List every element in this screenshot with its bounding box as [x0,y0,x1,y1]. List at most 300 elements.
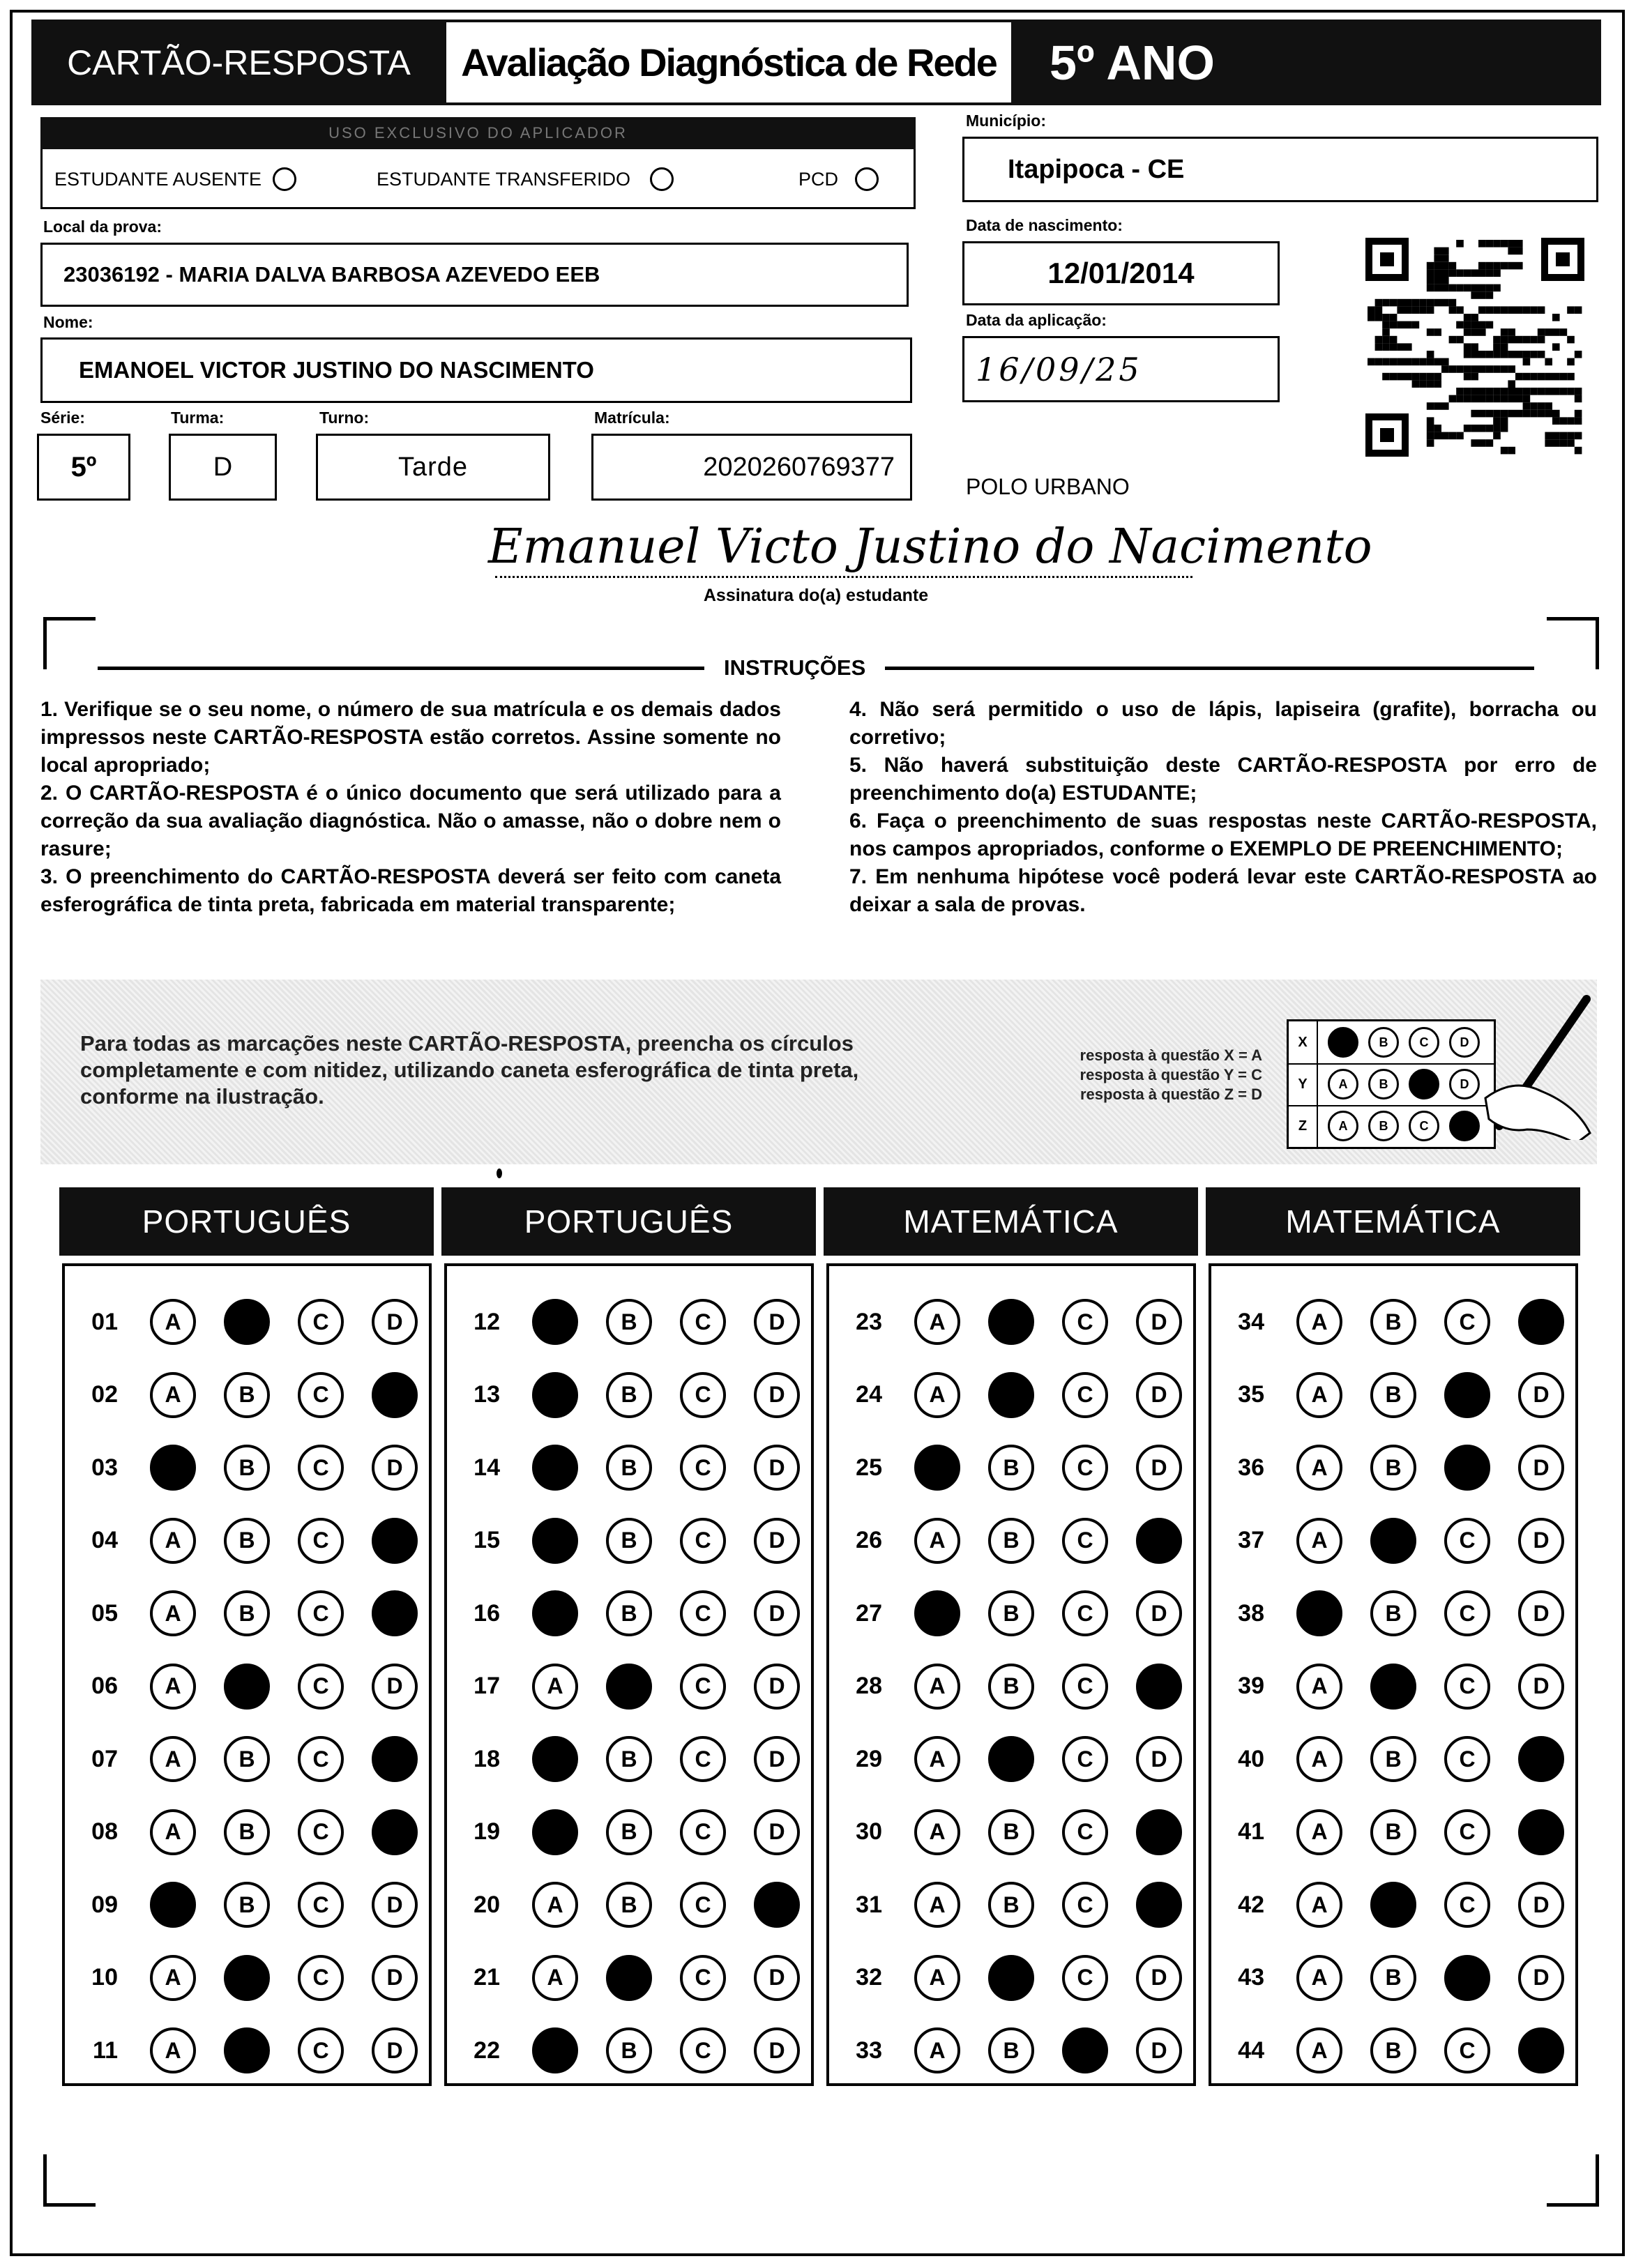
instruction-item: 3. O preenchimento do CARTÃO-RESPOSTA deverá ser feito com caneta esferográfica de tinta preta, fabricada em material transparente; [40,865,781,916]
answer-bubble-d[interactable]: D [372,1882,418,1928]
example-row-label: Z [1289,1105,1318,1147]
header-center-title: Avaliação Diagnóstica de Rede [446,20,1011,105]
absent-checkbox[interactable] [273,167,296,191]
answer-bubble-b[interactable]: B [988,1445,1034,1491]
question-row [447,1440,800,1495]
question-row [65,1659,418,1714]
question-number: 30 [856,1818,882,1845]
subject-header: MATEMÁTICA [824,1187,1198,1256]
answer-bubble-c[interactable] [1062,2027,1108,2073]
question-number: 27 [856,1599,882,1627]
question-number: 12 [474,1308,500,1335]
answer-bubble-d[interactable] [1136,1664,1182,1710]
question-row [65,1367,418,1423]
answer-bubble-a[interactable] [914,1590,960,1636]
answer-bubble-b[interactable] [224,1299,270,1345]
answer-bubble-a[interactable] [914,1445,960,1491]
answer-bubble-d[interactable]: D [1136,1590,1182,1636]
answer-bubble-c[interactable]: C [298,1445,344,1491]
answer-bubble-b[interactable]: B [224,1809,270,1855]
nascimento-value: 12/01/2014 [962,241,1280,305]
answer-bubble-c[interactable]: C [1062,1372,1108,1418]
example-bubble-c: C [1409,1027,1439,1058]
answer-bubble-c[interactable]: C [1062,1518,1108,1564]
answer-bubble-d[interactable]: D [1136,1736,1182,1782]
answer-bubble-b[interactable]: B [606,2027,652,2073]
answer-bubble-c[interactable]: C [1062,1882,1108,1928]
question-number: 34 [1238,1308,1264,1335]
subject-header: MATEMÁTICA [1206,1187,1580,1256]
question-number: 08 [91,1818,118,1845]
answer-bubble-c[interactable]: C [1444,1299,1490,1345]
question-row [829,1804,1182,1860]
answer-bubble-a[interactable]: A [1296,1736,1342,1782]
question-row [65,1513,418,1569]
instructions-title: INSTRUÇÕES [704,655,885,680]
answer-bubble-b[interactable]: B [988,1882,1034,1928]
answer-bubble-a[interactable]: A [914,1299,960,1345]
answer-bubble-c[interactable]: C [680,1809,726,1855]
question-number: 02 [91,1381,118,1408]
answer-bubble-b[interactable]: B [606,1590,652,1636]
answer-bubble-b[interactable]: B [606,1299,652,1345]
answer-bubble-d[interactable] [372,1736,418,1782]
answer-bubble-b[interactable]: B [606,1736,652,1782]
answer-bubble-a[interactable]: A [532,1664,578,1710]
answer-bubble-d[interactable]: D [754,1664,800,1710]
answer-bubble-b[interactable]: B [606,1372,652,1418]
answer-bubble-d[interactable]: D [754,1736,800,1782]
question-row [1211,1877,1564,1933]
answer-bubble-d[interactable]: D [1518,1955,1564,2001]
answer-bubble-b[interactable]: B [988,1590,1034,1636]
answer-bubble-a[interactable] [532,2027,578,2073]
answer-bubble-d[interactable]: D [372,1664,418,1710]
answer-bubble-d[interactable]: D [754,1372,800,1418]
answer-bubble-d[interactable] [1518,1736,1564,1782]
answer-bubble-b[interactable]: B [606,1809,652,1855]
answer-bubble-b[interactable] [224,1955,270,2001]
answer-bubble-a[interactable]: A [150,2027,196,2073]
answer-bubble-d[interactable]: D [1518,1445,1564,1491]
answer-bubble-b[interactable]: B [1370,1809,1416,1855]
turno-label: Turno: [319,409,370,427]
answer-bubble-a[interactable]: A [1296,1882,1342,1928]
answer-bubble-b[interactable] [988,1955,1034,2001]
answer-bubble-b[interactable] [1370,1518,1416,1564]
pcd-checkbox[interactable] [855,167,879,191]
answer-bubble-d[interactable] [1518,2027,1564,2073]
answer-bubble-a[interactable]: A [914,1736,960,1782]
answer-bubble-c[interactable]: C [1062,1664,1108,1710]
answer-bubble-b[interactable]: B [606,1518,652,1564]
instruction-item: 2. O CARTÃO-RESPOSTA é o único documento que será utilizado para a correção da sua avaliação diagnóstica. Não o amasse, não o dobre nem o rasure; [40,782,781,860]
answer-bubble-d[interactable] [1136,1809,1182,1855]
answer-bubble-a[interactable]: A [1296,1809,1342,1855]
matricula-value: 2020260769377 [591,434,912,501]
answer-bubble-c[interactable]: C [1062,1736,1108,1782]
example-bubble-a: A [1328,1069,1358,1099]
answer-bubble-c[interactable]: C [298,1955,344,2001]
answer-bubble-d[interactable]: D [1518,1518,1564,1564]
answer-bubble-c[interactable]: C [680,1445,726,1491]
question-row [447,2023,800,2078]
question-row [829,1731,1182,1787]
signature-caption: Assinatura do(a) estudante [703,586,929,605]
question-row [447,1585,800,1641]
answer-bubble-a[interactable]: A [1296,1299,1342,1345]
example-text: Para todas as marcações neste CARTÃO-RESPOSTA, preencha os círculos completamente e com nitidez, utilizando caneta esferográfica de tinta preta, conforme na ilustração. [80,1031,859,1109]
example-bubble-a [1328,1027,1358,1058]
example-bubble-d: D [1449,1027,1480,1058]
question-row [1211,1804,1564,1860]
answer-bubble-d[interactable]: D [372,2027,418,2073]
answer-bubble-c[interactable] [1444,1955,1490,2001]
question-number: 15 [474,1527,500,1553]
answer-bubble-a[interactable]: A [914,1372,960,1418]
question-row [447,1659,800,1714]
instructions-left [40,696,781,919]
answer-bubble-d[interactable] [1136,1518,1182,1564]
answer-bubble-c[interactable]: C [680,1372,726,1418]
answer-bubble-a[interactable]: A [150,1955,196,2001]
answer-bubble-d[interactable] [1518,1809,1564,1855]
question-row [65,1731,418,1787]
answer-bubble-c[interactable]: C [298,2027,344,2073]
answer-bubble-c[interactable]: C [298,1372,344,1418]
answer-bubble-a[interactable]: A [150,1590,196,1636]
question-number: 04 [91,1527,118,1553]
question-number: 07 [91,1745,118,1772]
answer-bubble-a[interactable] [150,1445,196,1491]
answer-bubble-b[interactable]: B [224,1372,270,1418]
answer-bubble-c[interactable]: C [1062,1445,1108,1491]
header-left-title: CARTÃO-RESPOSTA [31,20,446,105]
question-number: 03 [91,1454,118,1481]
answer-bubble-a[interactable]: A [1296,1445,1342,1491]
question-number: 28 [856,1673,882,1699]
answer-bubble-d[interactable] [372,1372,418,1418]
nome-value: EMANOEL VICTOR JUSTINO DO NASCIMENTO [40,337,912,403]
question-row [1211,2023,1564,2078]
question-row [65,1804,418,1860]
answer-bubble-d[interactable]: D [754,1590,800,1636]
answer-bubble-b[interactable]: B [1370,1372,1416,1418]
example-bubble-b: B [1368,1111,1399,1141]
answer-bubble-d[interactable]: D [372,1299,418,1345]
answer-bubble-d[interactable] [372,1809,418,1855]
signature-line [495,576,1192,578]
answer-bubble-d[interactable]: D [754,1299,800,1345]
question-number: 22 [474,2037,500,2064]
answer-bubble-c[interactable]: C [298,1590,344,1636]
answer-bubble-c[interactable]: C [1062,1955,1108,2001]
question-row [1211,1950,1564,2006]
question-number: 14 [474,1454,500,1481]
instruction-item: 5. Não haverá substituição deste CARTÃO-RESPOSTA por erro de preenchimento do(a) ESTUDANTE; [849,754,1597,805]
answer-bubble-a[interactable]: A [914,1518,960,1564]
answer-bubble-b[interactable] [224,2027,270,2073]
question-row [1211,1659,1564,1714]
answer-bubble-b[interactable]: B [224,1882,270,1928]
corner-mark-top-left [43,617,96,669]
answer-bubble-a[interactable] [532,1299,578,1345]
answer-bubble-c[interactable]: C [1062,1590,1108,1636]
answer-bubble-c[interactable]: C [1062,1299,1108,1345]
legend-line: resposta à questão Y = C [1080,1066,1262,1083]
answer-bubble-d[interactable]: D [754,1809,800,1855]
answer-bubble-d[interactable]: D [1518,1882,1564,1928]
answer-bubble-a[interactable]: A [532,1955,578,2001]
question-row [447,1367,800,1423]
matricula-label: Matrícula: [594,409,670,427]
answer-bubble-a[interactable]: A [914,1809,960,1855]
question-number: 11 [93,2037,118,2064]
question-number: 09 [91,1891,118,1918]
corner-mark-bottom-right [1547,2154,1599,2207]
serie-value: 5º [37,434,130,501]
question-row [65,1950,418,2006]
answer-bubble-a[interactable]: A [914,1882,960,1928]
answer-bubble-b[interactable]: B [988,1809,1034,1855]
answer-bubble-b[interactable] [606,1955,652,2001]
municipio-label: Município: [966,112,1046,130]
legend-line: resposta à questão Z = D [1080,1086,1262,1103]
answer-bubble-c[interactable]: C [298,1882,344,1928]
question-number: 23 [856,1308,882,1335]
aplicacao-value: 16/09/25 [962,336,1280,402]
answer-bubble-a[interactable]: A [1296,1664,1342,1710]
answer-bubble-a[interactable]: A [150,1299,196,1345]
question-row [829,2023,1182,2078]
status-pcd-label: PCD [798,168,839,190]
answer-bubble-d[interactable]: D [1136,1955,1182,2001]
answer-bubble-b[interactable]: B [224,1736,270,1782]
answer-bubble-c[interactable]: C [1444,1809,1490,1855]
answer-bubble-b[interactable]: B [606,1882,652,1928]
example-bubble-a: A [1328,1111,1358,1141]
answer-bubble-d[interactable]: D [754,1445,800,1491]
serie-label: Série: [40,409,85,427]
nome-label: Nome: [43,313,93,331]
answer-bubble-a[interactable]: A [150,1372,196,1418]
answer-bubble-c[interactable]: C [680,2027,726,2073]
question-number: 26 [856,1527,882,1553]
example-bubble-b: B [1368,1027,1399,1058]
question-row [829,1294,1182,1350]
answer-bubble-c[interactable]: C [680,1955,726,2001]
question-number: 25 [856,1454,882,1481]
answer-bubble-b[interactable] [988,1299,1034,1345]
question-row [65,1585,418,1641]
answer-bubble-a[interactable]: A [1296,1518,1342,1564]
answer-bubble-c[interactable]: C [1444,1590,1490,1636]
answer-bubble-b[interactable]: B [224,1445,270,1491]
answer-bubble-a[interactable] [150,1882,196,1928]
answer-bubble-b[interactable] [1370,1664,1416,1710]
answer-bubble-b[interactable] [606,1664,652,1710]
answer-bubble-c[interactable]: C [680,1590,726,1636]
question-row [447,1950,800,2006]
question-number: 37 [1238,1527,1264,1553]
question-number: 20 [474,1891,500,1918]
answer-bubble-a[interactable]: A [532,1882,578,1928]
answer-bubble-d[interactable]: D [1136,1299,1182,1345]
answer-bubble-a[interactable]: A [150,1736,196,1782]
nascimento-label: Data de nascimento: [966,216,1123,234]
answer-bubble-d[interactable] [1518,1299,1564,1345]
answer-bubble-b[interactable] [988,1736,1034,1782]
answer-bubble-c[interactable]: C [298,1664,344,1710]
answer-bubble-c[interactable]: C [680,1882,726,1928]
answer-bubble-a[interactable]: A [914,1664,960,1710]
answer-bubble-c[interactable] [1444,1372,1490,1418]
answer-bubble-b[interactable]: B [1370,1590,1416,1636]
answer-bubble-d[interactable]: D [754,2027,800,2073]
answer-bubble-b[interactable]: B [1370,1955,1416,2001]
question-number: 13 [474,1381,500,1408]
question-row [65,1294,418,1350]
answer-bubble-d[interactable]: D [1136,2027,1182,2073]
answer-bubble-d[interactable]: D [372,1445,418,1491]
local-value: 23036192 - MARIA DALVA BARBOSA AZEVEDO EEB [40,243,909,307]
answer-bubble-a[interactable]: A [150,1664,196,1710]
answer-bubble-c[interactable] [1444,1445,1490,1491]
question-number: 17 [474,1673,500,1699]
status-transferred[interactable] [377,167,674,191]
answer-block [826,1263,1196,2086]
answer-bubble-c[interactable]: C [298,1809,344,1855]
status-transferred-label: ESTUDANTE TRANSFERIDO [377,168,631,190]
answer-bubble-a[interactable] [1296,1590,1342,1636]
question-row [447,1294,800,1350]
answer-bubble-c[interactable]: C [680,1664,726,1710]
transferred-checkbox[interactable] [650,167,674,191]
question-row [65,2023,418,2078]
question-row [829,1367,1182,1423]
applicator-bar: USO EXCLUSIVO DO APLICADOR [40,117,916,149]
answer-bubble-a[interactable]: A [150,1809,196,1855]
answer-bubble-b[interactable]: B [1370,2027,1416,2073]
answer-bubble-c[interactable]: C [298,1518,344,1564]
question-row [829,1513,1182,1569]
answer-bubble-c[interactable]: C [1444,1664,1490,1710]
question-number: 39 [1238,1673,1264,1699]
answer-bubble-a[interactable]: A [1296,1372,1342,1418]
answer-bubble-c[interactable]: C [680,1518,726,1564]
answer-bubble-b[interactable] [224,1664,270,1710]
answer-bubble-a[interactable] [532,1736,578,1782]
question-number: 44 [1238,2037,1264,2064]
student-signature: Emanuel Victo Justino do Nacimento [488,519,1372,574]
answer-bubble-d[interactable]: D [1136,1445,1182,1491]
question-number: 36 [1238,1454,1264,1481]
legend-line: resposta à questão X = A [1080,1047,1262,1064]
question-number: 38 [1238,1599,1264,1627]
answer-bubble-a[interactable] [532,1590,578,1636]
subject-header: PORTUGUÊS [59,1187,434,1256]
pen-hand-icon [1457,994,1597,1140]
answer-bubble-b[interactable]: B [988,1518,1034,1564]
answer-bubble-c[interactable]: C [680,1736,726,1782]
question-row [829,1950,1182,2006]
answer-bubble-b[interactable]: B [1370,1299,1416,1345]
answer-bubble-c[interactable]: C [1444,1736,1490,1782]
answer-bubble-b[interactable]: B [224,1518,270,1564]
answer-bubble-c[interactable]: C [680,1299,726,1345]
answer-bubble-b[interactable]: B [988,1664,1034,1710]
answer-bubble-b[interactable]: B [988,2027,1034,2073]
question-number: 18 [474,1745,500,1772]
answer-bubble-b[interactable] [988,1372,1034,1418]
answer-bubble-a[interactable]: A [1296,1955,1342,2001]
answer-bubble-a[interactable]: A [150,1518,196,1564]
answer-bubble-a[interactable] [532,1809,578,1855]
answer-bubble-a[interactable] [532,1518,578,1564]
instruction-item: 4. Não será permitido o uso de lápis, lapiseira (grafite), borracha ou corretivo; [849,698,1597,749]
aplicacao-label: Data da aplicação: [966,311,1107,329]
answer-bubble-d[interactable]: D [754,1955,800,2001]
answer-bubble-d[interactable]: D [754,1518,800,1564]
answer-bubble-a[interactable]: A [914,1955,960,2001]
answer-bubble-a[interactable]: A [914,2027,960,2073]
answer-bubble-b[interactable]: B [1370,1445,1416,1491]
question-row [447,1731,800,1787]
answer-bubble-c[interactable]: C [1444,2027,1490,2073]
question-row [1211,1367,1564,1423]
answer-bubble-c[interactable]: C [298,1736,344,1782]
answer-bubble-d[interactable]: D [1136,1372,1182,1418]
status-absent[interactable] [54,167,296,191]
status-pcd[interactable] [798,167,879,191]
answer-bubble-b[interactable]: B [224,1590,270,1636]
ink-dot [497,1169,502,1178]
answer-bubble-d[interactable]: D [1518,1664,1564,1710]
answer-bubble-b[interactable] [1370,1882,1416,1928]
answer-bubble-d[interactable] [1136,1882,1182,1928]
answer-bubble-d[interactable]: D [372,1955,418,2001]
answer-bubble-c[interactable]: C [298,1299,344,1345]
question-number: 42 [1238,1891,1264,1918]
example-row-label: X [1289,1021,1318,1063]
question-row [1211,1731,1564,1787]
qr-code-icon [1363,236,1586,459]
answer-bubble-d[interactable]: D [1518,1372,1564,1418]
answer-bubble-a[interactable] [532,1445,578,1491]
answer-bubble-d[interactable] [372,1518,418,1564]
answer-bubble-c[interactable]: C [1444,1518,1490,1564]
question-row [829,1440,1182,1495]
answer-bubble-d[interactable]: D [1518,1590,1564,1636]
example-row-label: Y [1289,1063,1318,1105]
question-number: 01 [91,1308,118,1335]
example-bubble-d: D [1449,1069,1480,1099]
answer-bubble-d[interactable] [754,1882,800,1928]
answer-bubble-c[interactable]: C [1444,1882,1490,1928]
answer-block [62,1263,432,2086]
answer-bubble-d[interactable] [372,1590,418,1636]
question-number: 41 [1238,1818,1264,1845]
answer-bubble-c[interactable]: C [1062,1809,1108,1855]
answer-bubble-a[interactable] [532,1372,578,1418]
answer-bubble-b[interactable]: B [606,1445,652,1491]
answer-bubble-b[interactable]: B [1370,1736,1416,1782]
question-row [829,1659,1182,1714]
turma-value: D [169,434,277,501]
corner-mark-bottom-left [43,2154,96,2207]
answer-bubble-a[interactable]: A [1296,2027,1342,2073]
answer-block [1209,1263,1578,2086]
